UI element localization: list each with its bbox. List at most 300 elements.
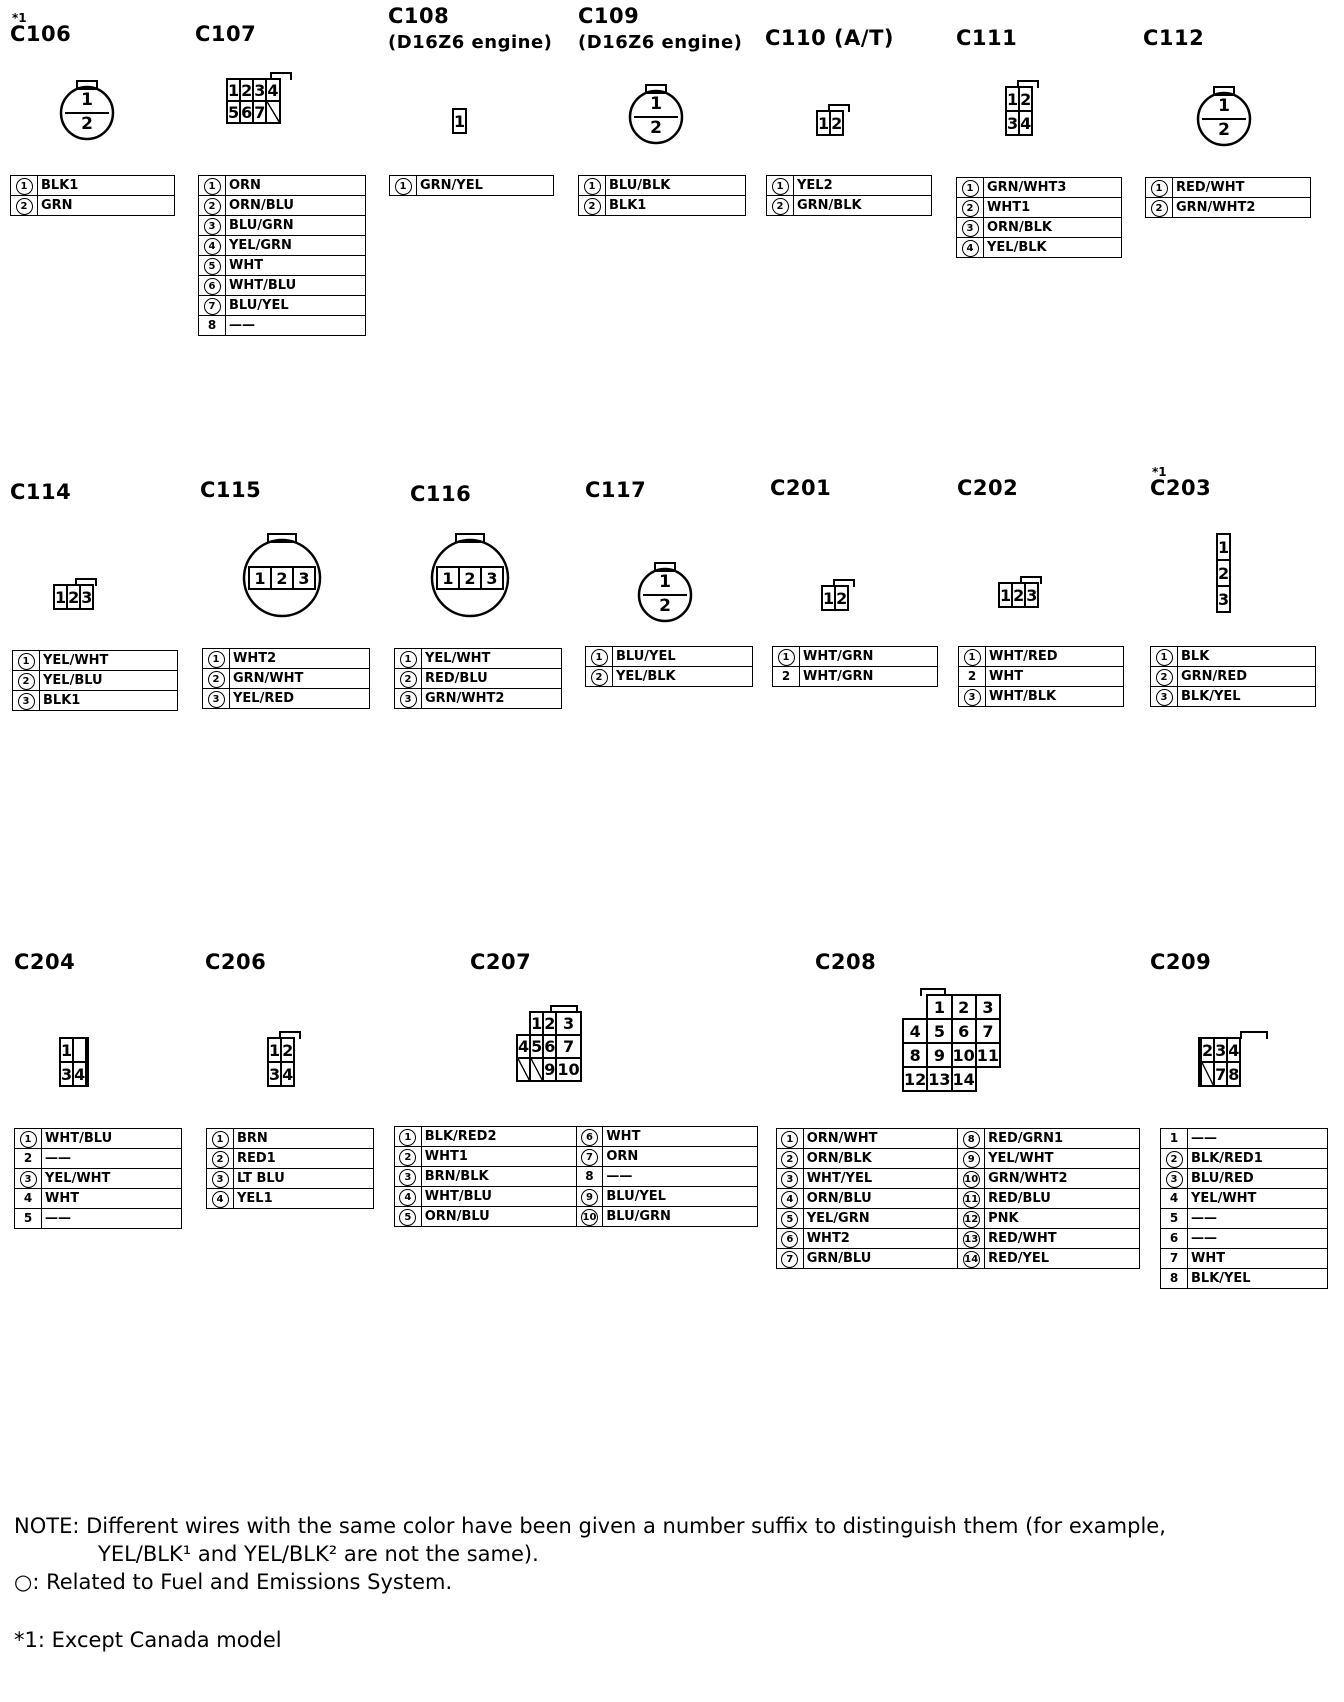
pin-cell: 1	[531, 1014, 543, 1033]
pin-number-text: 1	[584, 178, 601, 195]
c209-pin-table	[1160, 1128, 1328, 1289]
wire-color: GRN/WHT3	[984, 178, 1122, 198]
pin-number-text: 4	[23, 1191, 33, 1205]
pin-number	[1161, 1209, 1188, 1229]
pin-number-text: 3	[781, 1171, 798, 1188]
pin-number	[395, 669, 422, 689]
wire-color: BLK1	[606, 196, 746, 216]
c206-pin-table	[206, 1128, 374, 1209]
connector-id: C117	[585, 478, 647, 502]
pin-number-text: 3	[20, 1171, 37, 1188]
pin-number-text: 2	[16, 198, 33, 215]
wire-color: RED/WHT	[1173, 178, 1311, 198]
pin-number	[395, 1127, 422, 1147]
pin-cell: 4	[267, 80, 279, 100]
table-row	[395, 649, 562, 669]
c106-round-connector-icon	[58, 74, 116, 144]
c107-title	[195, 22, 256, 47]
unused-cavity	[1201, 1062, 1214, 1086]
pin-number-text: 4	[1169, 1191, 1179, 1205]
pin-cell: 3	[1025, 583, 1038, 607]
wire-color: WHT/BLU	[226, 276, 366, 296]
wire-color: WHT	[603, 1127, 758, 1147]
table-row	[1161, 1169, 1328, 1189]
pin-cell: 2	[544, 1014, 556, 1033]
wire-color: ORN/BLU	[803, 1189, 958, 1209]
pin-number-text: 1	[1156, 649, 1173, 666]
c207-pin-table	[394, 1126, 758, 1227]
table-row	[203, 669, 370, 689]
pin-label: 1	[81, 90, 93, 110]
pin-cell: 1	[54, 585, 67, 609]
pin-cell: 5	[927, 1019, 951, 1043]
table-row	[777, 1209, 1140, 1229]
pin-cell: 2	[1012, 583, 1025, 607]
pin-number	[390, 176, 417, 196]
empty-slot	[976, 1067, 1000, 1091]
pin-number-text: 1	[1151, 180, 1168, 197]
wire-color: BLK/YEL	[1188, 1269, 1328, 1289]
pin-number-text: 1	[399, 1129, 416, 1146]
pin-cell: 8	[903, 1043, 927, 1067]
table-row	[586, 647, 753, 667]
pin-number-text: 7	[204, 298, 221, 315]
pin-label: 2	[1218, 120, 1230, 140]
c109-round-connector-icon	[627, 78, 685, 148]
c112-title	[1143, 26, 1204, 51]
pin-number-text: 5	[1169, 1211, 1179, 1225]
table-row	[13, 671, 178, 691]
wire-color: ORN	[226, 176, 366, 196]
table-row	[395, 1147, 758, 1167]
wire-color: YEL/WHT	[422, 649, 562, 669]
empty-slot	[517, 1012, 530, 1035]
table-row	[11, 196, 175, 216]
pin-number-text: 2	[204, 198, 221, 215]
wire-color: WHT2	[230, 649, 370, 669]
pin-number-text: 1	[962, 180, 979, 197]
pin-number-text: 1	[16, 178, 33, 195]
note-label: NOTE:	[14, 1514, 80, 1538]
legend-text: : Related to Fuel and Emissions System.	[32, 1570, 453, 1594]
pin-cell: 11	[976, 1043, 1000, 1067]
pin-number	[957, 218, 984, 238]
pin-number-text: 2	[18, 673, 35, 690]
c116-round-connector-icon	[428, 530, 512, 618]
pin-number-text: 1	[778, 649, 795, 666]
c106-pin-table	[10, 175, 175, 216]
pin-cell: 3	[1217, 586, 1230, 612]
wire-color: WHT2	[803, 1229, 958, 1249]
connector-id: C116	[410, 482, 472, 506]
footnote-marker: *1	[1152, 465, 1167, 479]
pin-number	[576, 1207, 603, 1227]
table-row	[957, 238, 1122, 258]
wire-color: BLK/RED2	[421, 1127, 576, 1147]
c208-title	[815, 950, 876, 975]
table-row	[199, 176, 366, 196]
empty-slot	[903, 995, 927, 1019]
table-row	[959, 687, 1124, 707]
table-row	[199, 196, 366, 216]
pin-number-text: 1	[772, 178, 789, 195]
wire-color: GRN/YEL	[417, 176, 554, 196]
pin-number-text: 8	[1169, 1271, 1179, 1285]
pin-label: 3	[298, 569, 310, 588]
table-row	[1161, 1129, 1328, 1149]
c110-a-t-title	[765, 26, 894, 51]
c117-title	[585, 478, 646, 503]
pin-number-text: 2	[781, 669, 791, 683]
pin-number-text: 2	[400, 671, 417, 688]
note-line-1	[14, 1512, 1166, 1540]
pin-number-text: 1	[18, 653, 35, 670]
wire-color: BLU/YEL	[226, 296, 366, 316]
table-row	[1161, 1249, 1328, 1269]
wire-color: WHT	[986, 667, 1124, 687]
pin-number-text: 3	[208, 691, 225, 708]
notes-section	[14, 1512, 1166, 1654]
pin-number	[15, 1189, 42, 1209]
pin-number	[395, 1167, 422, 1187]
c117-round-connector-icon	[636, 556, 694, 626]
pin-number-text: 6	[581, 1129, 598, 1146]
connector-tab	[1240, 1031, 1268, 1039]
pin-number-text: 3	[212, 1171, 229, 1188]
pin-number	[777, 1129, 804, 1149]
table-row	[199, 216, 366, 236]
wire-color: BLU/YEL	[613, 647, 753, 667]
pin-cell: 2	[281, 1038, 294, 1062]
table-row	[773, 667, 938, 687]
c206-title	[205, 950, 266, 975]
pin-label: 2	[276, 569, 288, 588]
table-row	[15, 1189, 182, 1209]
wire-color: ——	[603, 1167, 758, 1187]
pin-number	[773, 667, 800, 687]
table-row	[207, 1149, 374, 1169]
pin-number	[586, 667, 613, 687]
pin-cell: 7	[556, 1035, 580, 1058]
pin-number	[777, 1209, 804, 1229]
pin-number	[958, 1189, 985, 1209]
table-row	[390, 176, 554, 196]
c116-pin-table	[394, 648, 562, 709]
c108-pin-table	[389, 175, 554, 196]
pin-number-text: 5	[399, 1209, 416, 1226]
pin-number	[395, 1147, 422, 1167]
pin-number	[958, 1169, 985, 1189]
pin-number	[15, 1209, 42, 1229]
connector-id: C207	[470, 950, 532, 974]
table-row	[395, 1187, 758, 1207]
pin-cell: 1	[1006, 87, 1019, 111]
table-row	[579, 196, 746, 216]
pin-number-text: 4	[212, 1191, 229, 1208]
table-row	[207, 1129, 374, 1149]
pin-number	[199, 236, 226, 256]
pin-number-text: 2	[1156, 669, 1173, 686]
connector-id: C106	[10, 22, 72, 46]
pin-number-text: 2	[1166, 1151, 1183, 1168]
wire-color: BLK/RED1	[1188, 1149, 1328, 1169]
wire-color: RED/GRN1	[985, 1129, 1140, 1149]
c202-pin-table	[958, 646, 1124, 707]
wire-color: WHT/RED	[986, 647, 1124, 667]
c117-pin-table	[585, 646, 753, 687]
c201-pin-table	[772, 646, 938, 687]
pin-number	[1161, 1229, 1188, 1249]
pin-number	[957, 238, 984, 258]
table-row	[1161, 1149, 1328, 1169]
wire-color: ——	[1188, 1209, 1328, 1229]
pin-number-text: 4	[962, 240, 979, 257]
c109-title	[578, 4, 742, 55]
pin-number-text: 1	[208, 651, 225, 668]
pin-number	[11, 196, 38, 216]
c111-pin-table	[956, 177, 1122, 258]
wire-color: GRN/WHT2	[985, 1169, 1140, 1189]
pin-cell: 1	[817, 111, 830, 135]
pin-cell: 3	[268, 1062, 281, 1086]
wire-color: GRN/BLU	[803, 1249, 958, 1269]
pin-label: 2	[81, 114, 93, 134]
connector-id: C206	[205, 950, 267, 974]
table-row	[1161, 1269, 1328, 1289]
pin-number	[576, 1167, 603, 1187]
pin-number-text: 4	[781, 1191, 798, 1208]
pin-number-text: 3	[1166, 1171, 1183, 1188]
table-row	[395, 669, 562, 689]
pin-number	[207, 1169, 234, 1189]
pin-cell: 5	[531, 1037, 543, 1056]
pin-cell: 2	[1201, 1038, 1214, 1062]
pin-number-text: 13	[963, 1231, 980, 1248]
pin-number-text: 1	[395, 178, 412, 195]
pin-cell: 2	[835, 586, 848, 610]
table-row	[15, 1209, 182, 1229]
wire-color: ——	[42, 1209, 182, 1229]
pin-cell: 9	[544, 1060, 556, 1079]
pin-label: 1	[442, 569, 454, 588]
wire-color: YEL/BLK	[613, 667, 753, 687]
pin-number-text: 1	[781, 1131, 798, 1148]
pin-cell: 13	[927, 1067, 951, 1091]
pin-number	[199, 276, 226, 296]
table-row	[11, 176, 175, 196]
pin-number	[1146, 198, 1173, 218]
pin-cell: 2	[1217, 560, 1230, 586]
pin-number	[576, 1147, 603, 1167]
table-row	[15, 1169, 182, 1189]
pin-number-text: 7	[581, 1149, 598, 1166]
footnote-line	[14, 1626, 1166, 1654]
wire-color: YEL/WHT	[42, 1169, 182, 1189]
c114-pin-table	[12, 650, 178, 711]
table-row	[777, 1189, 1140, 1209]
pin-number-text: 12	[963, 1211, 980, 1228]
wire-color: WHT	[1188, 1249, 1328, 1269]
pin-number	[1161, 1149, 1188, 1169]
pin-number	[958, 1229, 985, 1249]
table-row	[203, 689, 370, 709]
pin-number	[395, 1207, 422, 1227]
pin-number-text: 8	[207, 318, 217, 332]
wire-color: YEL/BLU	[40, 671, 178, 691]
table-row	[777, 1169, 1140, 1189]
connector-id: C109	[578, 4, 640, 28]
pin-number	[203, 689, 230, 709]
table-row	[777, 1229, 1140, 1249]
table-row	[199, 296, 366, 316]
c107-pin-table	[198, 175, 366, 336]
wire-color: BLU/GRN	[603, 1207, 758, 1227]
pin-cell: 7	[254, 102, 266, 122]
pin-number-text: 5	[23, 1211, 33, 1225]
table-row	[1161, 1209, 1328, 1229]
pin-number-text: 3	[1156, 689, 1173, 706]
wire-color: YEL/WHT	[1188, 1189, 1328, 1209]
pin-cell: 7	[976, 1019, 1000, 1043]
pin-cell: 14	[952, 1067, 976, 1091]
pin-number	[203, 649, 230, 669]
wire-color: BLK/YEL	[1178, 687, 1316, 707]
pin-number	[395, 649, 422, 669]
table-row	[1161, 1229, 1328, 1249]
pin-number-text: 2	[962, 200, 979, 217]
wire-color: BRN	[234, 1129, 374, 1149]
latch-gap	[73, 1038, 86, 1062]
footnote-mark: *1	[14, 1628, 38, 1652]
table-row	[207, 1169, 374, 1189]
table-row	[1151, 687, 1316, 707]
pin-label: 3	[486, 569, 498, 588]
connector-variant: (D16Z6 engine)	[578, 32, 743, 53]
legend-line	[14, 1568, 1166, 1596]
pin-number	[958, 1129, 985, 1149]
wire-color: RED/YEL	[985, 1249, 1140, 1269]
wire-color: ——	[226, 316, 366, 336]
pin-cell: 9	[927, 1043, 951, 1067]
pin-number-text: 2	[208, 671, 225, 688]
pin-number	[959, 687, 986, 707]
pin-cell: 2	[830, 111, 843, 135]
pin-number-text: 1	[400, 651, 417, 668]
pin-cell: 6	[544, 1037, 556, 1056]
wire-color: GRN/WHT2	[422, 689, 562, 709]
pin-cell: 1	[927, 995, 951, 1019]
wire-color: YEL/GRN	[803, 1209, 958, 1229]
wire-color: BLK1	[40, 691, 178, 711]
pin-cell: 3	[1214, 1038, 1227, 1062]
c208-pin-table	[776, 1128, 1140, 1269]
wire-color: ORN/WHT	[803, 1129, 958, 1149]
pin-number-text: 8	[585, 1169, 594, 1183]
footnote-marker: *1	[12, 11, 27, 25]
pin-number-text: 5	[204, 258, 221, 275]
connector-id: C208	[815, 950, 877, 974]
unused-cavity	[530, 1058, 543, 1081]
c112-pin-table	[1145, 177, 1311, 218]
pin-label: 2	[659, 596, 671, 616]
wire-color: ——	[42, 1149, 182, 1169]
table-row	[1146, 198, 1311, 218]
pin-number	[13, 651, 40, 671]
wire-color: YEL/WHT	[40, 651, 178, 671]
pin-number	[767, 196, 794, 216]
wire-color: WHT	[42, 1189, 182, 1209]
pin-number-text: 8	[963, 1131, 980, 1148]
pin-number-text: 11	[963, 1191, 980, 1208]
pin-number	[13, 691, 40, 711]
pin-number	[199, 316, 226, 336]
wire-color: ORN	[603, 1147, 758, 1167]
note-line-2: YEL/BLK¹ and YEL/BLK² are not the same).	[98, 1542, 539, 1566]
table-row	[957, 198, 1122, 218]
pin-cell: 4	[1019, 111, 1032, 135]
pin-cell: 4	[1227, 1038, 1240, 1062]
wire-color: WHT/BLK	[986, 687, 1124, 707]
pin-number-text: 1	[20, 1131, 37, 1148]
pin-number-text: 10	[963, 1171, 980, 1188]
pin-number-text: 3	[399, 1169, 416, 1186]
pin-number-text: 3	[204, 218, 221, 235]
pin-number	[1161, 1269, 1188, 1289]
pin-cell: 4	[518, 1037, 530, 1056]
pin-number	[15, 1169, 42, 1189]
pin-number-text: 3	[964, 689, 981, 706]
pin-cell: 2	[1019, 87, 1032, 111]
pin-number	[576, 1127, 603, 1147]
table-row	[395, 689, 562, 709]
wire-color: BLU/BLK	[606, 176, 746, 196]
table-row	[767, 196, 932, 216]
table-row	[1146, 178, 1311, 198]
table-row	[199, 256, 366, 276]
c203-pin-table	[1150, 646, 1316, 707]
connector-id: C209	[1150, 950, 1212, 974]
pin-number-text: 2	[781, 1151, 798, 1168]
unused-cavity	[517, 1058, 530, 1081]
wire-color: WHT/GRN	[800, 667, 938, 687]
connector-id: C111	[956, 26, 1018, 50]
pin-number-text: 2	[212, 1151, 229, 1168]
table-row	[199, 276, 366, 296]
pin-number	[1161, 1189, 1188, 1209]
pin-cell: 1	[268, 1038, 281, 1062]
c114-title	[10, 480, 71, 505]
pin-cell: 2	[952, 995, 976, 1019]
pin-number	[207, 1149, 234, 1169]
pin-number-text: 4	[204, 238, 221, 255]
table-row	[1151, 647, 1316, 667]
wire-color: WHT/GRN	[800, 647, 938, 667]
connector-id: C202	[957, 476, 1019, 500]
c115-round-connector-icon	[240, 530, 324, 618]
pin-number	[1146, 178, 1173, 198]
wire-color: YEL/RED	[230, 689, 370, 709]
pin-cell: 3	[60, 1062, 73, 1086]
pin-number	[586, 647, 613, 667]
wire-color: ORN/BLU	[421, 1207, 576, 1227]
pin-number	[15, 1129, 42, 1149]
table-row	[199, 316, 366, 336]
pin-label: 1	[254, 569, 266, 588]
pin-cell: 6	[241, 102, 253, 122]
wire-color: ORN/BLK	[984, 218, 1122, 238]
connector-id: C112	[1143, 26, 1205, 50]
wire-color: WHT1	[984, 198, 1122, 218]
